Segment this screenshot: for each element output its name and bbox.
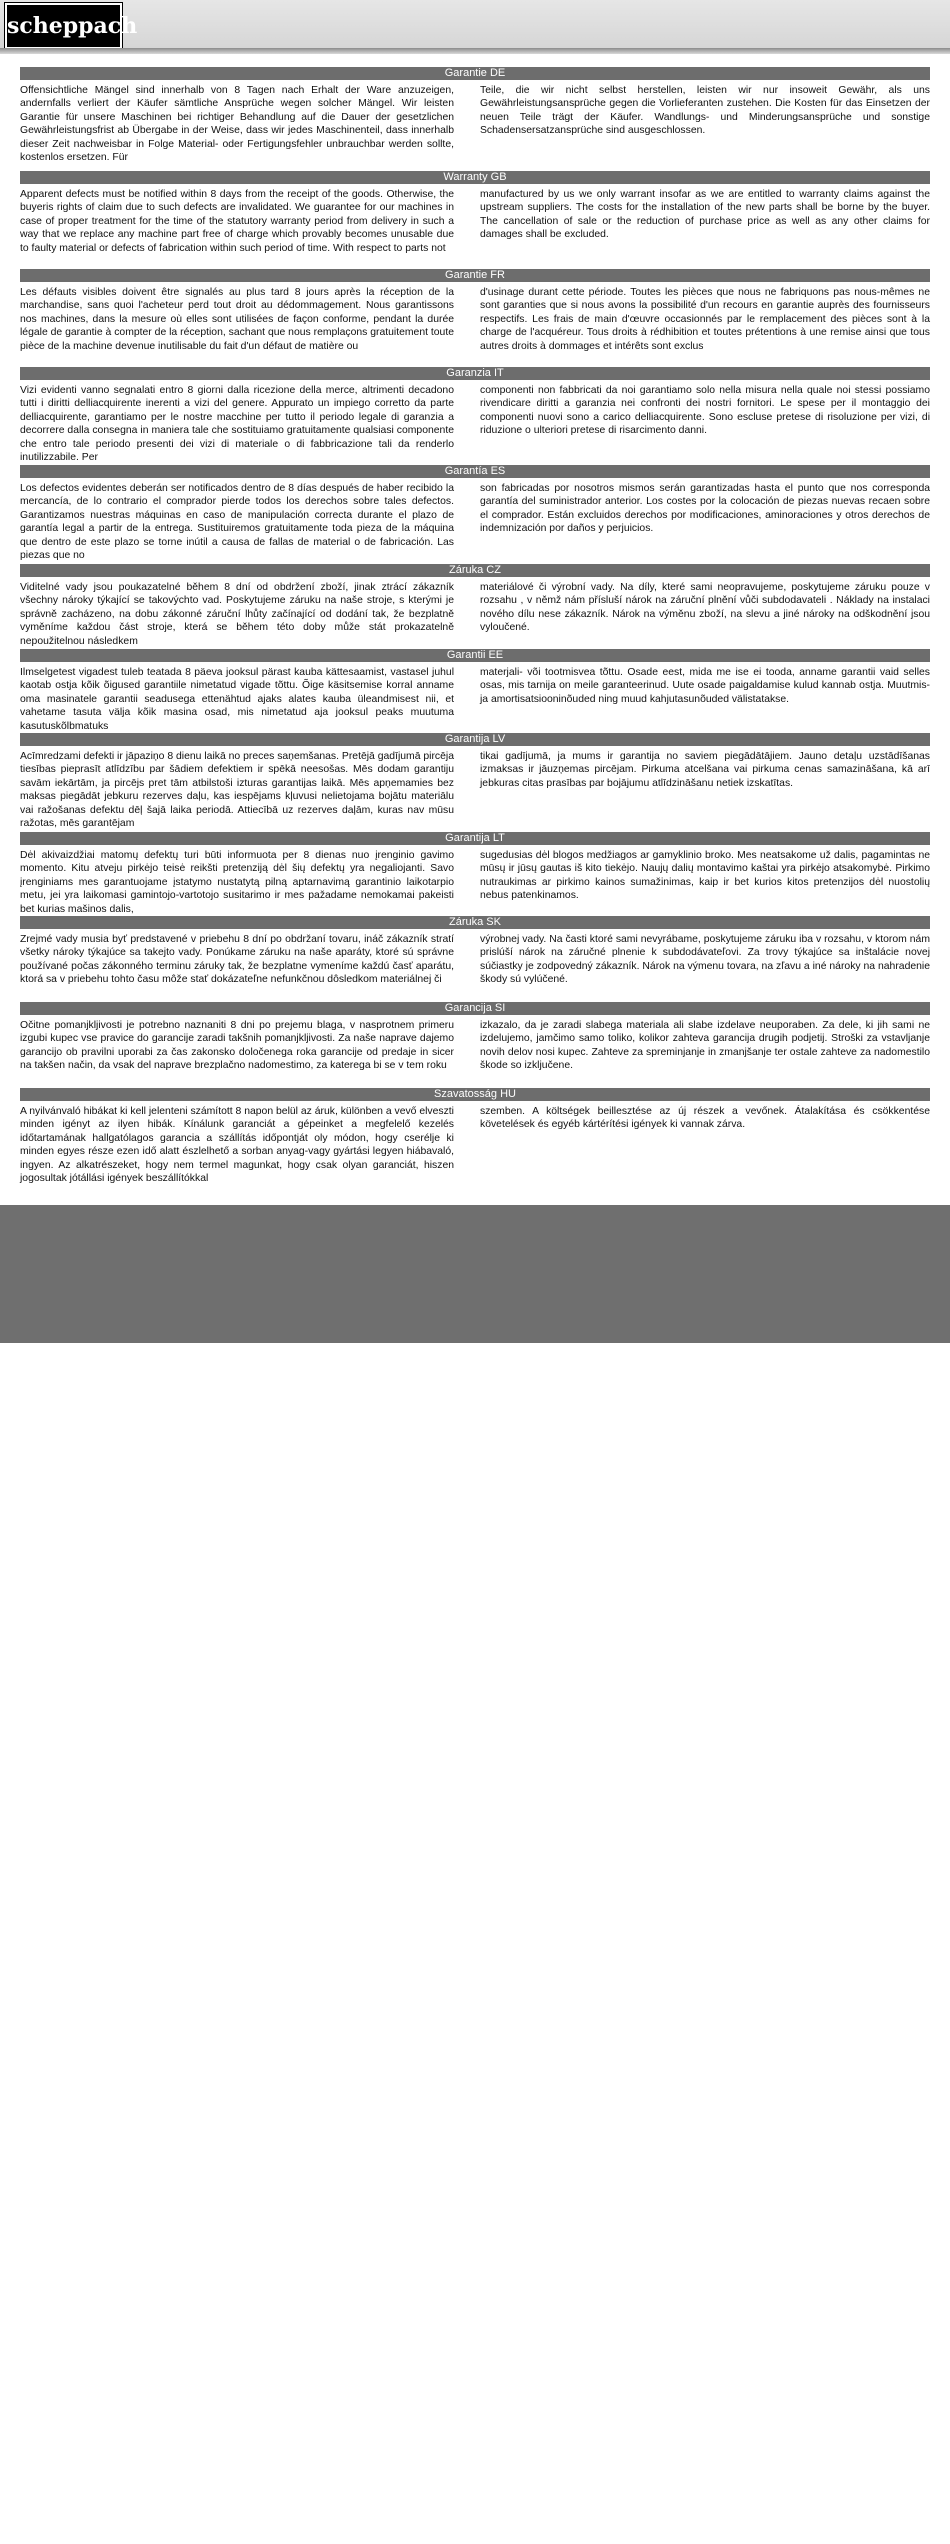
- section-title: Záruka SK: [20, 916, 930, 929]
- section-text-right: výrobnej vady. Na časti ktoré sami nevyrábame, poskytujeme záruku iba v rozsahu, v ktorom nám prislúší nárok na záručné plnenie k subdodávateľovi. Za trovy týkajúce sa inštalácie novej súčiastky je zodpovedný zákazník. Nárok na výmenu tovara, na zľavu a iné nároky na nahradenie škody sú vylúčené.: [480, 934, 930, 986]
- section-title: Záruka CZ: [20, 564, 930, 577]
- website-link[interactable]: www.scheppach.com: [189, 2529, 317, 2543]
- section-text-left: Ilmselgetest vigadest tuleb teatada 8 päeva jooksul pärast kauba kättesaamist, vastasel juhul kaotab ostja kõik õigused garantiile nimetatud vigade tõttu. Õige käsitsemise korral anname oma masinatele garantii seadusega ettenähtud ajaks alates kauba üleandmisest nii, et vahetame tasuta välja kõik masina osad, mis nimetatud aja jooksul peaks muutuma kasutuskõlbmatuks: [20, 667, 454, 732]
- section-text-right: d'usinage durant cette période. Toutes les pièces que nous ne fabriquons pas nous-mêmes ne sont garanties que si nous avons la possibilité d'un recours en garantie auprès des fournisseurs respectifs. Les frais de main d'œuvre occasionnés par le remplacement des pièces sont à la charge de l'acquéreur. Tous droits à rédhibition et toutes prétentions à une remise ainsi que tous autres droits à dommages et intérêts sont exclus: [480, 287, 930, 352]
- warranty-section: [20, 916, 930, 1001]
- section-text-left: Vizi evidenti vanno segnalati entro 8 giorni dalla ricezione della merce, altrimenti decadono tutti i diritti delliacquirente inerenti a vizi del genere. Appurato un impiego corretto da parte delliacquirente, garantiamo per le nostre macchine per tutto il periodo legale di garanzia a decorrere dalla consegna in maniera tale che sostituiamo gratuitamente qualsiasi componente che entro tale periodo presenti dei vizi di materiale o di fabbricazione tali da renderlo inutilizzabile. Per: [20, 385, 454, 464]
- section-text-left: Dėl akivaizdžiai matomų defektų turi būti informuota per 8 dienas nuo įrenginio gavimo momento. Kitu atveju pirkėjo teisė reikšti pretenziją dėl šių defektų yra negaliojanti. Savo įrenginiams mes garantuojame įstatymo nustatytą pilną aptarnavimą garantinio laikotarpio metu, jei yra laikomasi gamintojo-vartotojo susitarimo ir mes pažadame nemokamai pakeisti bet kurias mašinos dalis,: [20, 850, 454, 915]
- section-title: Warranty GB: [20, 171, 930, 184]
- envelope-icon: ✉: [326, 2529, 338, 2543]
- section-text-left: Viditelné vady jsou poukazatelné během 8 dní od obdržení zboží, jinak ztrácí zákazník všechny nároky týkající se takovýchto vad. Poskytujeme záruku na naše stroje, s kterými je správně zacházeno, na dobu zákonné záruční lhůty začínající od dodání tak, že bezplatně vyměníme každou část stroje, která se během této doby může stát prokazatelně nepoužitelnou následkem: [20, 582, 454, 647]
- section-title: Garantie FR: [20, 269, 930, 282]
- section-text-left: Zrejmé vady musia byť predstavené v priebehu 8 dní po obdržaní tovaru, ináč zákazník stratí všetky nároky týkajúce sa takejto vady. Ponúkame záruku na naše aparáty, ktoré sú správne používané počas zákonného terminu záruky tak, že bezplatne vymeníme každú časť aparátu, ktorá sa v priebehu tohto času môže stať dokázateľne nefunkčnou dôsledkom materiálnej či: [20, 934, 454, 986]
- warranty-section: [20, 832, 930, 917]
- page-footer: [0, 1205, 950, 2543]
- page-header: [0, 0, 950, 48]
- computer-icon: 💻︎: [170, 2529, 187, 2543]
- section-text-right: son fabricadas por nosotros mismos serán garantizadas hasta el punto que nos corresponda garantía del suministrador anterior. Los costes por la colocación de piezas nuevas recaen sobre el comprador. Están excluidos derechos por modificaciones, aminoraciones y otros derechos de indemnización por daños y perjuicios.: [480, 483, 930, 535]
- warranty-section: [20, 269, 930, 369]
- section-text-right: izkazalo, da je zaradi slabega materiala ali slabe izdelave neuporaben. Za dele, ki jih sami ne izdelujemo, jamčimo samo toliko, kolikor zahteva garancija drugih podjetij. Stroški za vstavljanje novih delov nosi kupec. Zahteve za spreminjanje in zmanjšanje ter ostale zahteve za nadomestilo škode so izključene.: [480, 1020, 930, 1072]
- warranty-section: [20, 564, 930, 649]
- header-shadow: [0, 48, 950, 54]
- fax-icon: ⎙: [647, 2529, 658, 2543]
- section-title: Garancija SI: [20, 1002, 930, 1015]
- section-text-left: Los defectos evidentes deberán ser notificados dentro de 8 días después de haber recibido la mercancía, de lo contrario el comprador pierde todos los derechos sobre tales defectos. Garantizamos nuestras máquinas en caso de manipulación correcta durante el plazo de garantía legal a partir de la entrega. Sustituiremos gratuitamente toda pieza de la máquina que dentro de este plazo se torne inútil a causa de fallas de material o de fabricación. Las piezas que no: [20, 483, 454, 562]
- section-title: Garantii EE: [20, 649, 930, 662]
- section-text-right: Teile, die wir nicht selbst herstellen, leisten wir nur insoweit Gewähr, als uns Gewährleistungsansprüche gegen die Vorlieferanten zustehen. Die Kosten für das Einsetzen der neuen Teile trägt der Käufer. Wandlungs- und Minderungsansprüche und sonstige Schadensersatzansprüche sind ausgeschlossen.: [480, 85, 930, 137]
- section-title: Garantía ES: [20, 465, 930, 478]
- section-text-right: manufactured by us we only warrant insofar as we are entitled to warranty claims against the upstream suppliers. The costs for the installation of the new parts shall be borne by the buyer. The cancellation of sale or the reduction of purchase price as well as any other claims for damages shall be excluded.: [480, 189, 930, 241]
- section-title: Garanzia IT: [20, 367, 930, 380]
- warranty-section: [20, 171, 930, 271]
- warranty-section: [20, 465, 930, 565]
- section-text-right: materiálové či výrobní vady. Na díly, které sami neopravujeme, poskytujeme záruku pouze v rozsahu , v němž nám přísluší nárok na záruční plnění vůči subdodavateli . Náklady na instalaci nového dílu nese zákazník. Nárok na výměnu zboží, na slevu a jiné nároky na odškodnění jsou vyloučené.: [480, 582, 930, 634]
- fax-number: +(49)-08223-4002-58: [660, 2529, 780, 2543]
- warranty-section: [20, 1002, 930, 1087]
- section-text-right: componenti non fabbricati da noi garantiamo solo nella misura nella quale noi stessi possiamo rivendicare diritti a garanzia nei confronti dei nostri fornitori. Le spese per il montaggio dei componenti nuovi sono a carico delliacquirente. Sono escluse pretese di risoluzione per vizi, di riduzione o ulteriori pretese di risarcimento danni.: [480, 385, 930, 437]
- section-text-right: szemben. A költségek beillesztése az új részek a vevőnek. Átalakítása és csökkentése követelések és egyéb kártérítési igények ki vannak zárva.: [480, 1106, 930, 1131]
- warranty-section: [20, 367, 930, 467]
- email-link[interactable]: service@scheppach.com: [340, 2529, 490, 2543]
- section-text-left: Offensichtliche Mängel sind innerhalb von 8 Tagen nach Erhalt der Ware anzuzeigen, andernfalls verliert der Käufer sämtliche Ansprüche wegen solcher Mängel. Wir leisten Garantie für unsere Maschinen bei richtiger Behandlung auf die Dauer der gesetzlichen Gewährleistungsfrist ab Übergabe in der Weise, dass wir jedes Maschinenteil, dass innerhalb dieser Zeit nachweisbar in Folge Material- oder Fertigungsfehler unbrauchbar werden sollte, kostenlos ersetzen. Für: [20, 85, 454, 164]
- section-text-left: Acīmredzami defekti ir jāpaziņo 8 dienu laikā no preces saņemšanas. Pretējā gadījumā pircēja tiesības pieprasīt atlīdzību par šādiem defektiem ir spēkā neesošas. Mēs dodam garantiju savām iekārtām, ja pircējs pret tām atbilstoši izturas garantijas laikā. Mēs apņemamies bez maksas piegādāt jebkuru rezerves daļu, kas iespējams kļuvusi nelietojama bojātu materiālu vai ražošanas defektu dēļ šajā laika periodā. Attiecībā uz rezerves daļām, kuras nav mūsu ražotas, mēs garantējam: [20, 751, 454, 830]
- section-text-left: Les défauts visibles doivent être signalés au plus tard 8 jours après la réception de la marchandise, sans quoi l'acheteur perd tout droit au dédommagement. Nous garantissons nos machines, dans la mesure où elles sont utilisées de façon conforme, pendant la durée légale de garantie à compter de la réception, sachant que nous remplaçons gratuitement toute pièce de la machine devenue inutilisable du fait d'un défaut de matière ou: [20, 287, 454, 352]
- section-title: Garantija LT: [20, 832, 930, 845]
- warranty-section: [20, 1088, 930, 1185]
- section-title: Szavatosság HU: [20, 1088, 930, 1101]
- separator: /: [640, 2529, 645, 2543]
- phone-number: +(49)-08223-4002-99: [518, 2529, 638, 2543]
- warranty-section: [20, 733, 930, 834]
- scheppach-logo: scheppach: [5, 3, 122, 49]
- section-text-left: Apparent defects must be notified within 8 days from the receipt of the goods. Otherwise, the buyeris rights of claim due to such defects are invalidated. We guarantee for our machines in case of proper treatment for the time of the statutory warranty period from delivery in such a way that we replace any machine part free of charge which provably becomes unusable due to faulty material or defects of fabrication within such period of time. With respect to parts not: [20, 189, 454, 254]
- section-text-left: Očitne pomanjkljivosti je potrebno naznaniti 8 dni po prejemu blaga, v nasprotnem primeru izgubi kupec vse pravice do garancije zaradi takšnih pomanjkljivosti. Za naše naprave dajemo garancijo ob pravilni uporabi za čas zakonsko določenega roka garancije od predaje in sicer na takšen način, da vsak del naprave brezplačno nadomestimo, za katerega bi se v tem roku: [20, 1020, 454, 1072]
- telephone-icon: ☎: [500, 2529, 516, 2543]
- separator: /: [493, 2529, 497, 2543]
- warranty-section: [20, 649, 930, 734]
- section-text-left: A nyilvánvaló hibákat ki kell jelenteni számított 8 napon belül az áruk, különben a vevő elveszti minden igényt az ilyen hibák. Kínálunk garanciát a gépeinket a megfelelő kezelés időtartamának hallgatólagos garancia a szállítás időpontját oly módon, hogy cserélje ki minden egyes része ezen idő alatt észlelhető a sorban anyag-vagy gyártási legyen hiábavaló, ingyen. Az alkatrészeket, hogy nem termel magunkat, hogy csak olyan garanciát, hiszen jogosultak jótállási igények beszállítókkal: [20, 1106, 454, 1185]
- warranty-section: [20, 67, 930, 167]
- section-text-right: sugedusias dėl blogos medžiagos ar gamyklinio broko. Mes neatsakome už dalis, pagamintas ne mūsų ir jūsų gautas iš kito tiekėjo. Naujų dalių montavimo kaštai yra pirkėjo atsakomybė. Pirkimo nutraukimas ar pirkimo kainos sumažinimas, kaip ir bet kurios kitos pretenzijos dėl nuostolių nebus patenkinamos.: [480, 850, 930, 902]
- separator: /: [319, 2529, 324, 2543]
- section-title: Garantie DE: [20, 67, 930, 80]
- contact-line: [0, 2528, 950, 2544]
- section-title: Garantija LV: [20, 733, 930, 746]
- section-text-right: tikai gadījumā, ja mums ir garantija no saviem piegādātājiem. Jauno detaļu uzstādīšanas izmaksas ir jāuzņemas pircējam. Pirkuma atcelšana vai pirkuma cenas samazināšana, kā arī jebkuras citas prasības par bojājumu atlīdzināšanu netiek izskatītas.: [480, 751, 930, 789]
- section-text-right: materjali- või tootmisvea tõttu. Osade eest, mida me ise ei tooda, anname garantii vaid selles osas, mis tarnija on meile garanteerinud. Uute osade paigaldamise kulud kannab ostja. Muutmis- ja amortisatsiooninõuded ning muud kahjutasunõuded välistatakse.: [480, 667, 930, 705]
